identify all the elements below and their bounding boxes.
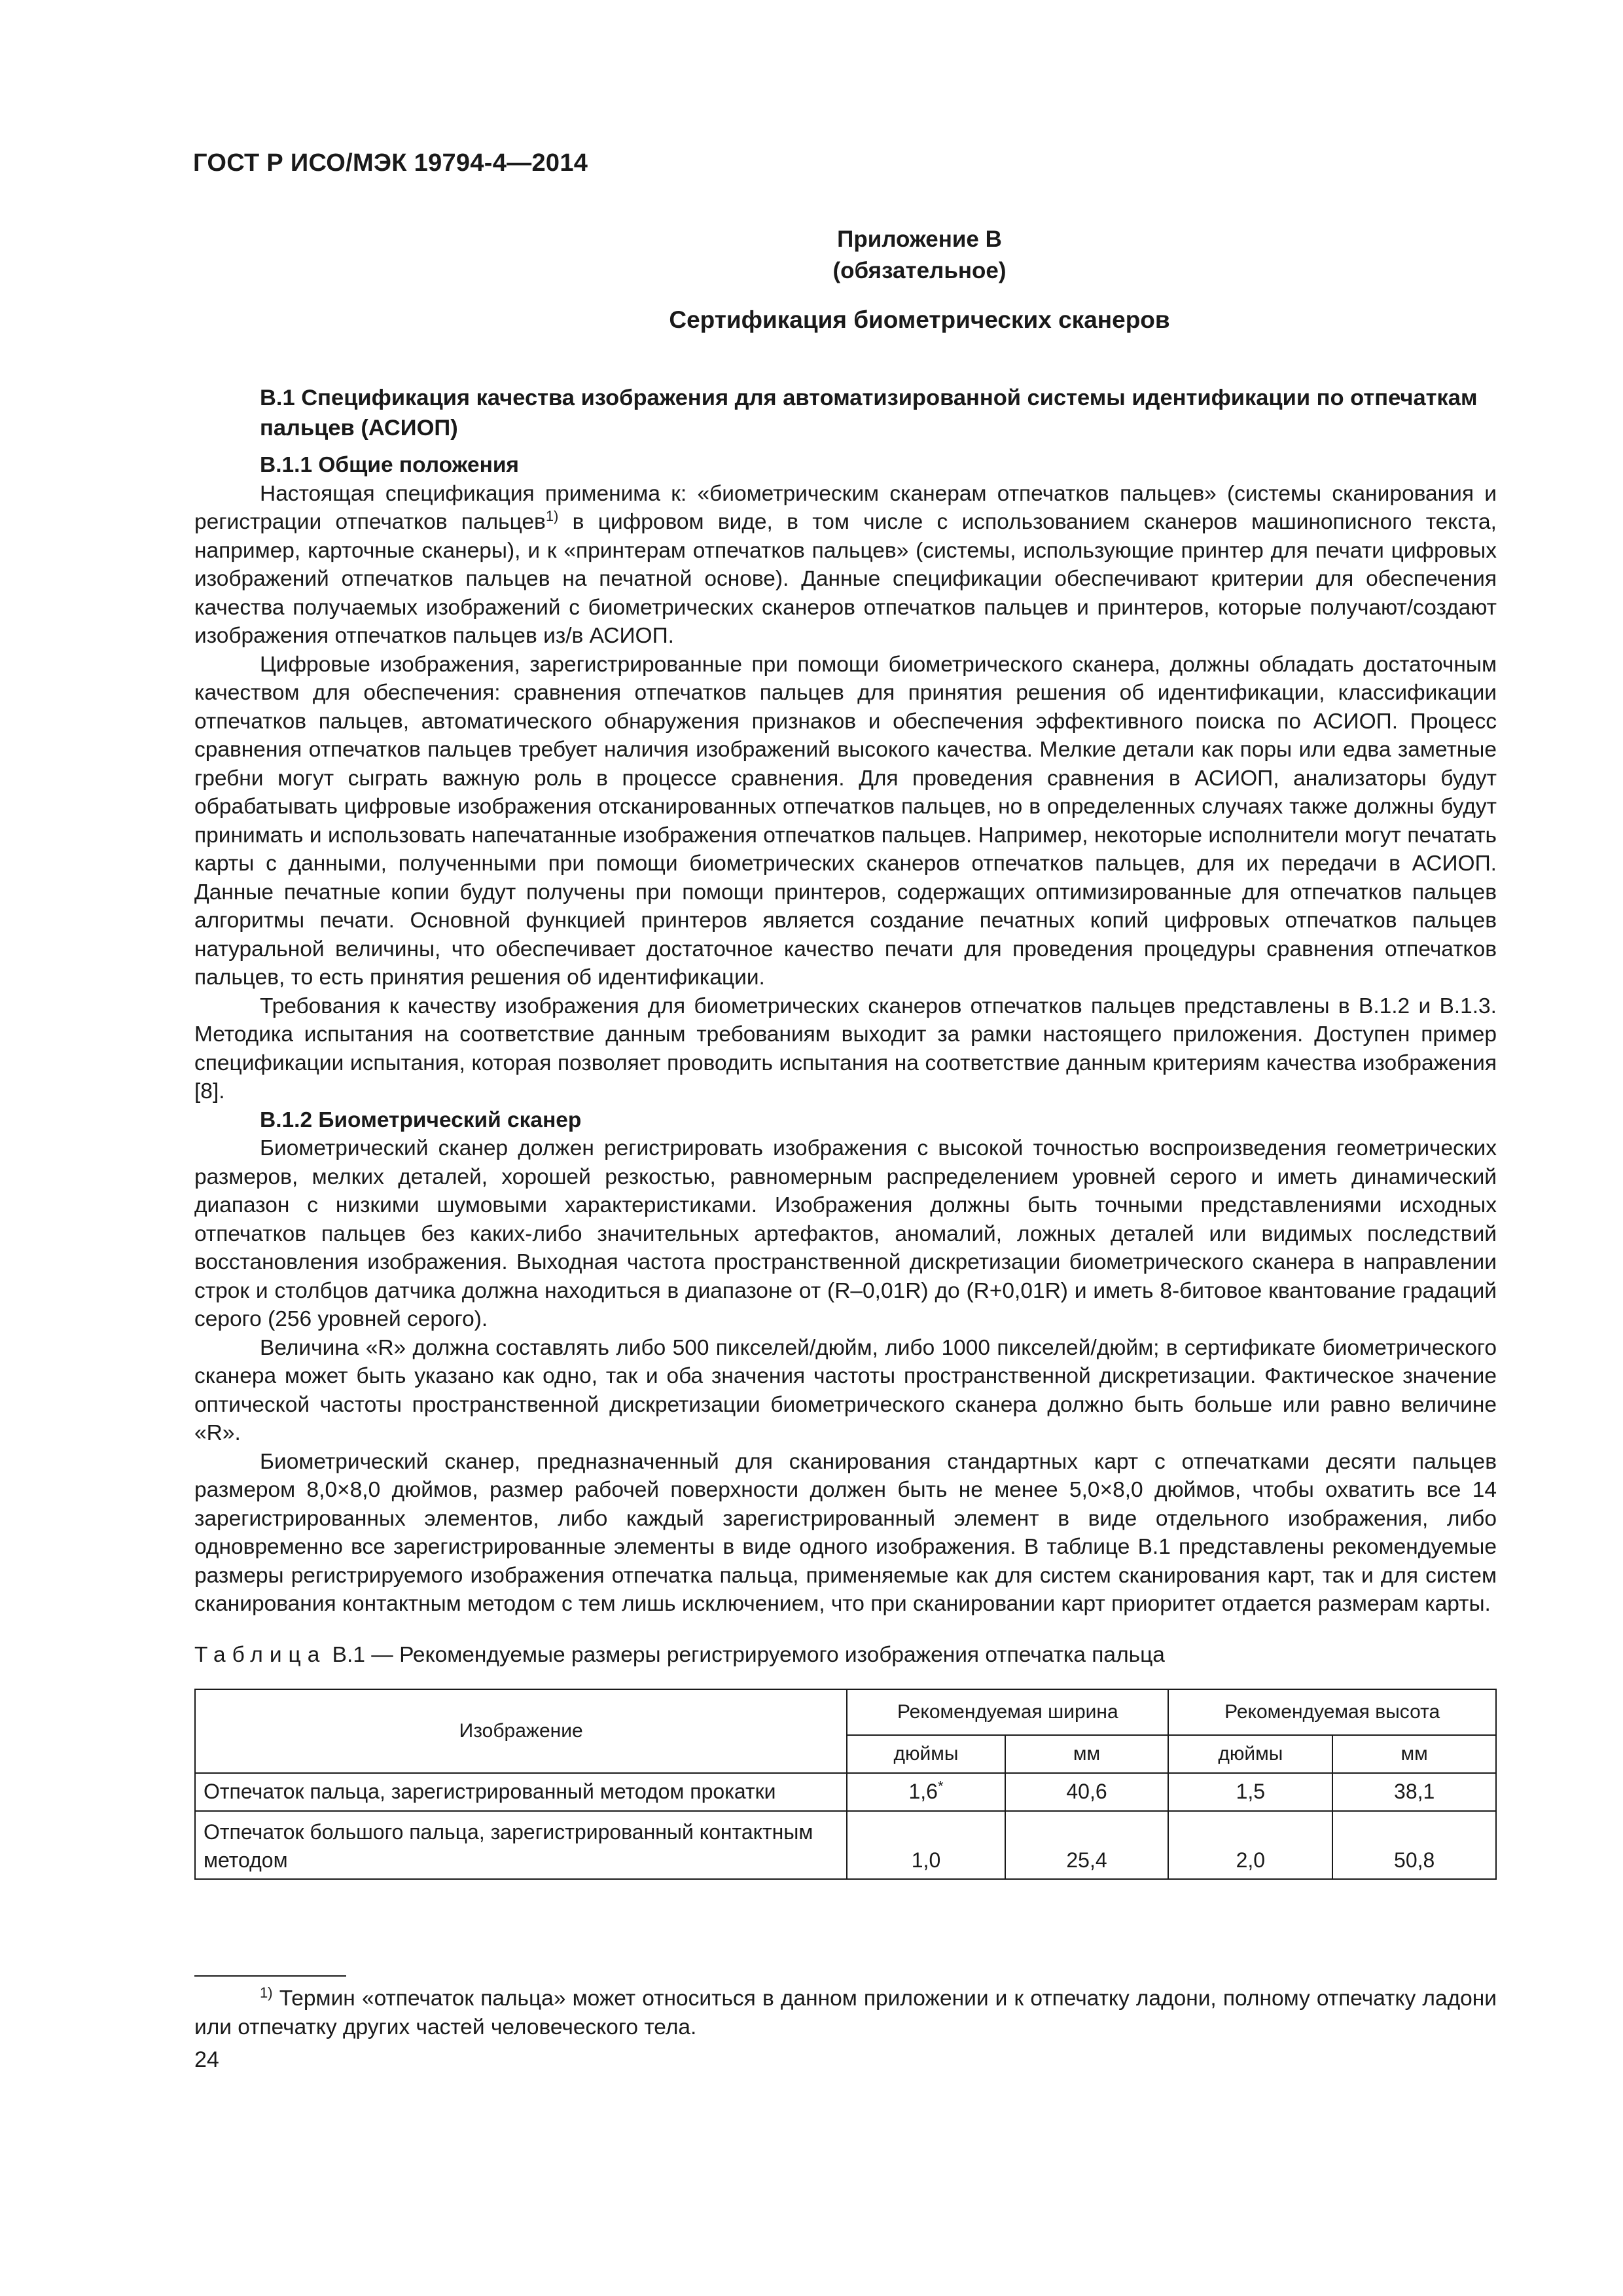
cell-height-mm: 50,8 bbox=[1332, 1811, 1496, 1879]
appendix-heading bbox=[0, 224, 1623, 287]
section-b11-paragraph-3: Требования к качеству изображения для биометрических сканеров отпечатков пальцев представлены в В.1.2 и В.1.3. Методика испытания на соответствие данным требованиям выходит за рамки настоящего приложения. Доступен пример спецификации испытания, которая позволяет проводить испытания на соответствие данным критериям качества изображения [8]. bbox=[194, 994, 1497, 1103]
table-caption-label: Таблица bbox=[194, 1642, 327, 1667]
section-b12-paragraph-2: Величина «R» должна составлять либо 500 пикселей/дюйм, либо 1000 пикселей/дюйм; в сертификате биометрического сканера может быть указано как одно, так и оба значения частоты пространственной дискретизации. Фактическое значение оптической частоты пространственной дискретизации биометрического сканера должно быть больше или равно величине «R». bbox=[194, 1335, 1497, 1445]
section-b1-title: В.1 Спецификация качества изображения для автоматизированной системы идентификации по отпечаткам пальцев (АСИОП) bbox=[260, 386, 1478, 440]
section-b11-paragraph-1 bbox=[194, 480, 1497, 651]
cell-width-inches bbox=[847, 1773, 1005, 1811]
table-header-row bbox=[195, 1689, 1496, 1735]
header-height: Рекомендуемая высота bbox=[1168, 1689, 1496, 1735]
header-width: Рекомендуемая ширина bbox=[847, 1689, 1168, 1735]
cell-height-mm: 38,1 bbox=[1332, 1773, 1496, 1811]
section-b11-title: В.1.1 Общие положения bbox=[260, 453, 519, 477]
table-caption-text: В.1 — Рекомендуемые размеры регистрируемого изображения отпечатка пальца bbox=[326, 1642, 1165, 1667]
paragraph-text: Настоящая спецификация применима к: «биометрическим сканерам отпечатков пальцев» (системы сканирования и регистрации отпечатков пальцев bbox=[194, 481, 1497, 534]
cell-height-inches: 1,5 bbox=[1168, 1773, 1332, 1811]
cell-height-inches: 2,0 bbox=[1168, 1811, 1332, 1879]
unit-width-mm: мм bbox=[1005, 1735, 1169, 1773]
appendix-title: Сертификация биометрических сканеров bbox=[669, 306, 1170, 333]
image-size-table bbox=[194, 1689, 1497, 1880]
document-body bbox=[194, 383, 1497, 1880]
unit-height-inches: дюймы bbox=[1168, 1735, 1332, 1773]
row-label: Отпечаток большого пальца, зарегистрированный контактным методом bbox=[195, 1811, 847, 1879]
table-row bbox=[195, 1811, 1496, 1879]
footnote bbox=[194, 1984, 1497, 2042]
cell-width-mm: 25,4 bbox=[1005, 1811, 1169, 1879]
row-label: Отпечаток пальца, зарегистрированный методом прокатки bbox=[195, 1773, 847, 1811]
unit-width-inches: дюймы bbox=[847, 1735, 1005, 1773]
appendix-status: (обязательное) bbox=[832, 258, 1007, 283]
footnote-mark: 1) bbox=[260, 1984, 273, 2001]
table-footnote-mark: * bbox=[937, 1778, 944, 1795]
footnote-separator bbox=[194, 1975, 346, 1977]
footnote-text: Термин «отпечаток пальца» может относиться в данном приложении и к отпечатку ладони, полному отпечатку ладони или отпечатку других частей человеческого тела. bbox=[194, 1986, 1497, 2039]
cell-width-mm: 40,6 bbox=[1005, 1773, 1169, 1811]
section-b12-title: В.1.2 Биометрический сканер bbox=[260, 1107, 582, 1132]
page-number: 24 bbox=[194, 2047, 219, 2072]
document-header: ГОСТ Р ИСО/МЭК 19794-4—2014 bbox=[193, 149, 588, 177]
unit-height-mm: мм bbox=[1332, 1735, 1496, 1773]
header-image: Изображение bbox=[195, 1689, 847, 1773]
footnote-reference: 1) bbox=[545, 507, 559, 524]
section-b12-paragraph-1: Биометрический сканер должен регистрировать изображения с высокой точностью воспроизведения геометрических размеров, мелких деталей, хорошей резкостью, равномерным распределением уровней серого и иметь динамический диапазон с низкими шумовыми характеристиками. Изображения должны быть точными представлениями исходных отпечатков пальцев без каких-либо значительных артефактов, аномалий, ложных деталей или видимых последствий восстановления изображения. Выходная частота пространственной дискретизации биометрического сканера в направлении строк и столбцов датчика должна находиться в диапазоне от (R–0,01R) до (R+0,01R) и иметь 8-битовое квантование градаций серого (256 уровней серого). bbox=[194, 1136, 1497, 1331]
paragraph-text: в цифровом виде, в том числе с использованием сканеров машинописного текста, например, карточные сканеры), и к «принтерам отпечатков пальцев» (системы, использующие принтер для печати цифровых изображений отпечатков пальцев на печатной основе). Данные спецификации обеспечивают критерии для обеспечения качества получаемых изображений с биометрических сканеров отпечатков пальцев и принтеров, которые получают/создают изображения отпечатков пальцев из/в АСИОП. bbox=[194, 510, 1497, 648]
section-b11-paragraph-2: Цифровые изображения, зарегистрированные при помощи биометрического сканера, должны обладать достаточным качеством для обеспечения: сравнения отпечатков пальцев для принятия решения об идентификации, классификации отпечатков пальцев, автоматического обнаружения признаков и обеспечения эффективного поиска по АСИОП. Процесс сравнения отпечатков пальцев требует наличия изображений высокого качества. Мелкие детали как поры или едва заметные гребни могут сыграть важную роль в процессе сравнения. Для проведения сравнения в АСИОП, анализаторы будут обрабатывать цифровые изображения отсканированных отпечатков пальцев, но в определенных случаях также должны будут принимать и использовать напечатанные изображения отпечатков пальцев. Например, некоторые исполнители могут печатать карты с данными, полученными при помощи биометрических сканеров отпечатков пальцев, для их передачи в АСИОП. Данные печатные копии будут получены при помощи принтеров, содержащих оптимизированные для отпечатков пальцев алгоритмы печати. Основной функцией принтеров является создание печатных копий цифровых отпечатков пальцев натуральной величины, что обеспечивает достаточное качество печати для проведения процедуры сравнения отпечатков пальцев, то есть принятия решения об идентификации. bbox=[194, 652, 1497, 990]
section-b12-paragraph-3: Биометрический сканер, предназначенный для сканирования стандартных карт с отпечатками десяти пальцев размером 8,0×8,0 дюймов, размер рабочей поверхности должен быть не менее 5,0×8,0 дюймов, чтобы охватить все 14 зарегистрированных элементов, либо каждый зарегистрированный элемент в виде отдельного изображения, либо одновременно все зарегистрированные элементы в виде одного изображения. В таблице В.1 представлены рекомендуемые размеры регистрируемого изображения отпечатка пальца, применяемые как для систем сканирования карт, так и для систем сканирования контактным методом с тем лишь исключением, что при сканировании карт приоритет отдается размерам карты. bbox=[194, 1449, 1497, 1616]
cell-width-inches: 1,0 bbox=[847, 1811, 1005, 1879]
cell-value: 1,6 bbox=[908, 1780, 938, 1804]
table-row bbox=[195, 1773, 1496, 1811]
appendix-label: Приложение В bbox=[837, 226, 1002, 252]
table-caption bbox=[194, 1641, 1497, 1670]
